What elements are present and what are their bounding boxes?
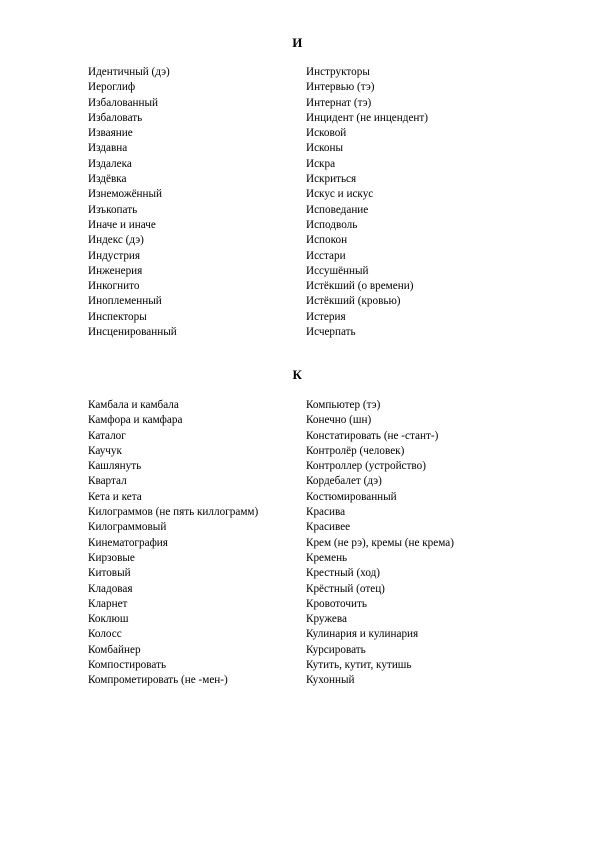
word-entry: Исконы: [306, 142, 344, 155]
word-entry: Истерия: [306, 310, 346, 323]
word-entry: Искра: [306, 157, 336, 170]
word-entry: Крестный (ход): [306, 567, 381, 580]
word-entry: Кладовая: [88, 582, 133, 595]
word-entry: Компостировать: [88, 659, 167, 672]
word-entry: Контролёр (человек): [306, 444, 405, 457]
word-entry: Компьютер (тэ): [306, 399, 381, 411]
word-entry: Кулинария и кулинария: [306, 628, 419, 641]
word-list-i-right: [306, 65, 428, 340]
word-entry: Истёкший (о времени): [306, 280, 414, 293]
word-entry: Костюмированный: [306, 490, 397, 503]
word-entry: Иноплеменный: [88, 295, 162, 308]
section-heading-i: И: [292, 35, 303, 50]
word-entry: Килограммов (не пять киллограмм): [88, 506, 259, 519]
word-entry: Испокон: [306, 234, 348, 247]
word-entry: Истёкший (кровью): [306, 295, 401, 308]
word-entry: Иначе и иначе: [88, 218, 156, 231]
word-entry: Исповедание: [306, 203, 369, 216]
section-heading-k: К: [292, 367, 303, 382]
word-entry: Инспекторы: [88, 310, 147, 323]
word-entry: Килограммовый: [88, 521, 167, 534]
word-entry: Избаловать: [88, 111, 143, 124]
word-entry: Компрометировать (не -мен-): [88, 674, 228, 687]
word-entry: Кинематография: [88, 536, 168, 549]
word-entry: Изваяние: [88, 127, 133, 140]
word-entry: Интернат (тэ): [306, 96, 372, 109]
word-entry: Курсировать: [306, 643, 366, 656]
word-entry: Изнеможённый: [88, 188, 163, 201]
word-entry: Индустрия: [88, 249, 141, 262]
word-list-i-left: [88, 65, 177, 340]
word-list-k-left: [88, 398, 258, 689]
word-entry: Индекс (дэ): [88, 234, 144, 247]
word-entry: Кремень: [306, 551, 348, 564]
word-entry: Камбала и камбала: [88, 399, 179, 411]
word-entry: Искус и искус: [306, 188, 374, 201]
word-entry: Кружева: [306, 613, 348, 626]
word-entry: Красива: [306, 506, 346, 519]
word-entry: Конечно (шн): [306, 414, 372, 427]
word-entry: Кровоточить: [306, 597, 367, 610]
word-entry: Исковой: [306, 127, 347, 140]
word-entry: Издалека: [88, 157, 132, 170]
word-entry: Изъкопать: [88, 203, 138, 216]
word-entry: Издавна: [88, 142, 128, 155]
word-entry: Китовый: [88, 567, 131, 580]
word-entry: Крёстный (отец): [306, 582, 385, 595]
word-entry: Издёвка: [88, 173, 127, 186]
word-entry: Красивее: [306, 521, 351, 534]
word-entry: Кутить, кутит, кутишь: [306, 659, 412, 672]
word-entry: Интервью (тэ): [306, 81, 375, 94]
word-entry: Кухонный: [306, 674, 355, 687]
word-entry: Инсценированный: [88, 326, 177, 339]
word-entry: Искриться: [306, 173, 357, 186]
word-entry: Кордебалет (дэ): [306, 475, 382, 488]
word-entry: Инструкторы: [306, 66, 370, 78]
word-entry: Инженерия: [88, 264, 143, 277]
word-entry: Коклюш: [88, 613, 129, 626]
word-entry: Иссушённый: [306, 264, 369, 277]
word-entry: Идентичный (дэ): [88, 66, 170, 78]
word-entry: Каучук: [88, 444, 122, 457]
word-entry: Исчерпать: [306, 326, 356, 339]
word-entry: Колосс: [88, 628, 122, 641]
word-entry: Контроллер (устройство): [306, 460, 426, 473]
word-entry: Крем (не рэ), кремы (не крема): [306, 536, 454, 549]
word-entry: Каталог: [88, 429, 126, 442]
word-entry: Иероглиф: [88, 81, 136, 94]
word-entry: Исстари: [306, 249, 346, 262]
word-entry: Квартал: [88, 475, 127, 488]
word-entry: Кашлянуть: [88, 460, 142, 473]
word-entry: Инцидент (не инцендент): [306, 111, 429, 124]
word-entry: Камфора и камфара: [88, 414, 183, 427]
word-entry: Комбайнер: [88, 643, 141, 656]
word-entry: Инкогнито: [88, 280, 140, 293]
word-entry: Исподволь: [306, 218, 358, 231]
word-list-k-right: [306, 398, 454, 689]
word-entry: Констатировать (не -стант-): [306, 429, 439, 442]
word-entry: Кета и кета: [88, 490, 142, 503]
word-entry: Кирзовые: [88, 551, 135, 564]
word-entry: Избалованный: [88, 96, 159, 109]
word-entry: Кларнет: [88, 597, 128, 610]
